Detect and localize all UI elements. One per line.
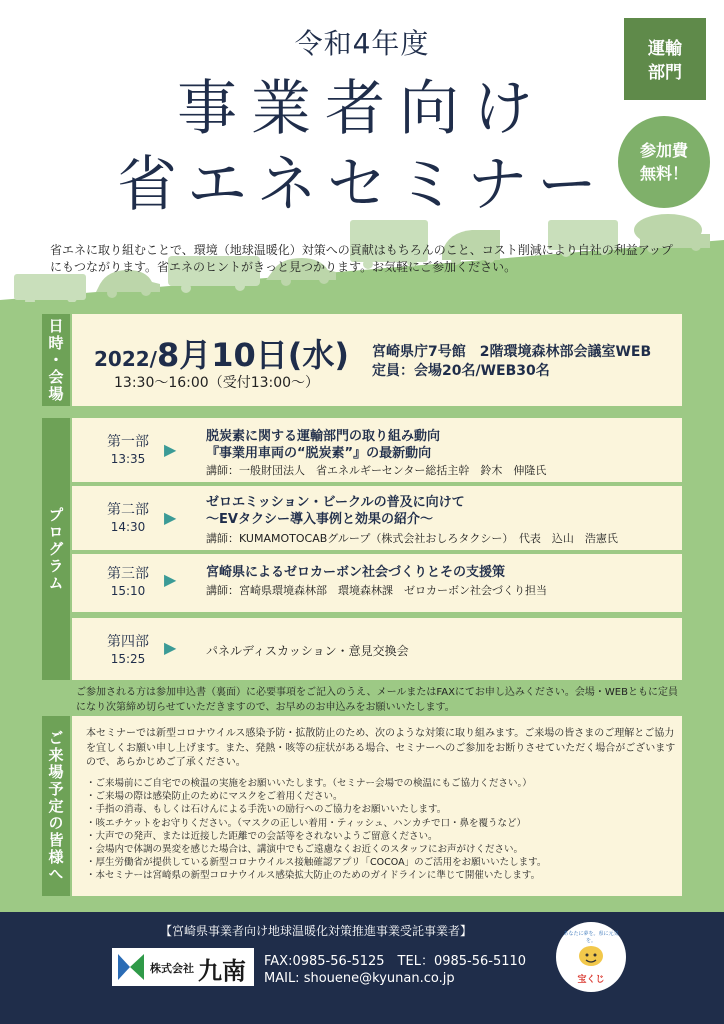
visitors-list	[86, 777, 676, 883]
capacity: 定員：会場20名/WEB30名	[372, 363, 550, 379]
event-day: 8月10日(水)	[156, 336, 350, 374]
company-mark-icon	[116, 952, 146, 982]
badge-name: 宝くじ	[577, 975, 605, 985]
lottery-badge	[556, 922, 626, 992]
program-title	[206, 494, 465, 528]
program-title: パネルディスカッション・意見交換会	[206, 644, 409, 658]
list-item: ・厚生労働省が提供している新型コロナウイルス接触確認アプリ「COCOA」のご活用をお願いいたします。	[86, 857, 547, 869]
title-line: 脱炭素に関する運輸部門の取り組み動向	[206, 429, 441, 444]
list-item: ・本セミナーは宮崎県の新型コロナウイルス感染拡大防止のためのガイドラインに準じて開催いたします。	[86, 870, 541, 882]
mail-address: MAIL: shouene@kyunan.co.jp	[264, 971, 455, 986]
visitors-label: ご来場予定の皆様へ	[42, 716, 70, 896]
list-item: ・大声での発声、または近接した距離での会話等をされないようご留意ください。	[86, 830, 438, 842]
event-year: 2022/	[94, 347, 157, 371]
title-line-2: 省エネセミナー	[117, 150, 607, 220]
footer-heading: 【宮崎県事業者向け地球温暖化対策推進事業受託事業者】	[160, 924, 473, 938]
program-title	[206, 428, 440, 462]
list-item: ・咳エチケットをお守りください。（マスクの正しい着用・ティッシュ、ハンカチで口・鼻を覆うなど）	[86, 817, 526, 829]
title-subline: ～EVタクシー導入事例と効果の紹介～	[206, 512, 433, 527]
list-item: ・ご来場の際は感染防止のためにマスクをご着用ください。	[86, 791, 343, 803]
part-label: 第一部	[107, 434, 149, 450]
department-badge	[624, 18, 706, 100]
event-time: 13:30～16:00（受付13:00～）	[114, 375, 320, 391]
fiscal-year: 令和4年度	[294, 27, 430, 60]
title-line-1: 事業者向け	[177, 74, 547, 144]
event-date	[94, 330, 349, 376]
company-name: 九南	[198, 957, 246, 985]
part-label: 第三部	[107, 566, 149, 582]
intro-text: 省エネに取り組むことで、環境（地球温暖化）対策への貢献はもちろんのこと、コスト削減により自社の利益アップにもつながります。省エネのヒントがきっと見つかります。お気軽にご参加ください。	[50, 243, 673, 274]
department-badge-text: 運輸 部門	[648, 39, 682, 83]
part-time: 15:25	[110, 652, 146, 666]
schedule-label: 日時・会場	[42, 314, 70, 406]
fax-tel: FAX:0985-56-5125 TEL：0985-56-5110	[264, 954, 527, 969]
play-arrow-icon: ▶	[164, 638, 177, 657]
speaker: 講師：一般財団法人 省エネルギーセンター総括主幹 鈴木 伸隆氏	[206, 464, 547, 477]
part-time: 15:10	[110, 584, 146, 598]
program-part	[98, 634, 158, 668]
contact-info	[264, 953, 526, 987]
fee-badge	[618, 116, 710, 208]
program-part	[98, 434, 158, 468]
company-prefix: 株式会社	[150, 962, 194, 975]
program-part	[98, 502, 158, 536]
mascot-icon	[576, 944, 606, 970]
play-arrow-icon: ▶	[164, 508, 177, 527]
program-part	[98, 566, 158, 600]
part-time: 13:35	[110, 452, 146, 466]
part-label: 第二部	[107, 502, 149, 518]
title-line: ゼロエミッション・ビークルの普及に向けて	[206, 495, 465, 510]
visitors-intro: 本セミナーでは新型コロナウイルス感染予防・拡散防止のため、次のような対策に取り組みます。ご来場の皆さまのご理解とご協力を宜しくお願い申し上げます。また、発熱・咳等の症状がある場合、セミナーへのご参加をお断りさせていただく場合がございますので、あらかじめご了承ください。	[86, 728, 676, 768]
program-label: プログラム	[42, 418, 70, 680]
part-label: 第四部	[107, 634, 149, 650]
program-title: 宮崎県によるゼロカーボン社会づくりとその支援策	[206, 565, 506, 580]
speaker: 講師：宮崎県環境森林部 環境森林課 ゼロカーボン社会づくり担当	[206, 584, 547, 597]
play-arrow-icon: ▶	[164, 570, 177, 589]
speaker: 講師：KUMAMOTOCABグループ（株式会社おしろタクシー） 代表 込山 浩憲氏	[206, 532, 618, 545]
venue: 宮崎県庁7号館 2階環境森林部会議室WEB	[372, 344, 652, 360]
list-item: ・ご来場前にご自宅での検温の実施をお願いいたします。（セミナー会場での検温にもご協力ください。）	[86, 778, 532, 789]
title-subline: 『事業用車両の“脱炭素”』の最新動向	[206, 446, 432, 461]
list-item: ・手指の消毒、もしくは石けんによる手洗いの励行へのご協力をお願いいたします。	[86, 804, 447, 816]
play-arrow-icon: ▶	[164, 440, 177, 459]
badge-slogan: あなたに夢を。県に元気を。	[563, 931, 619, 944]
venue-info	[372, 343, 651, 381]
list-item: ・会場内で体調の異変を感じた場合は、講演中でもご遠慮なくお近くのスタッフにお声がけください。	[86, 844, 524, 856]
fee-badge-text: 参加費 無料！	[639, 141, 688, 183]
application-note: ご参加される方は参加申込書（裏面）に必要事項をご記入のうえ、メールまたはFAXにてお申し込みください。会場・WEBともに定員になり次第締め切らせていただきますので、お早めのお申込みをお願いいたします。	[76, 687, 678, 713]
part-time: 14:30	[110, 520, 146, 534]
company-logo	[112, 948, 254, 986]
